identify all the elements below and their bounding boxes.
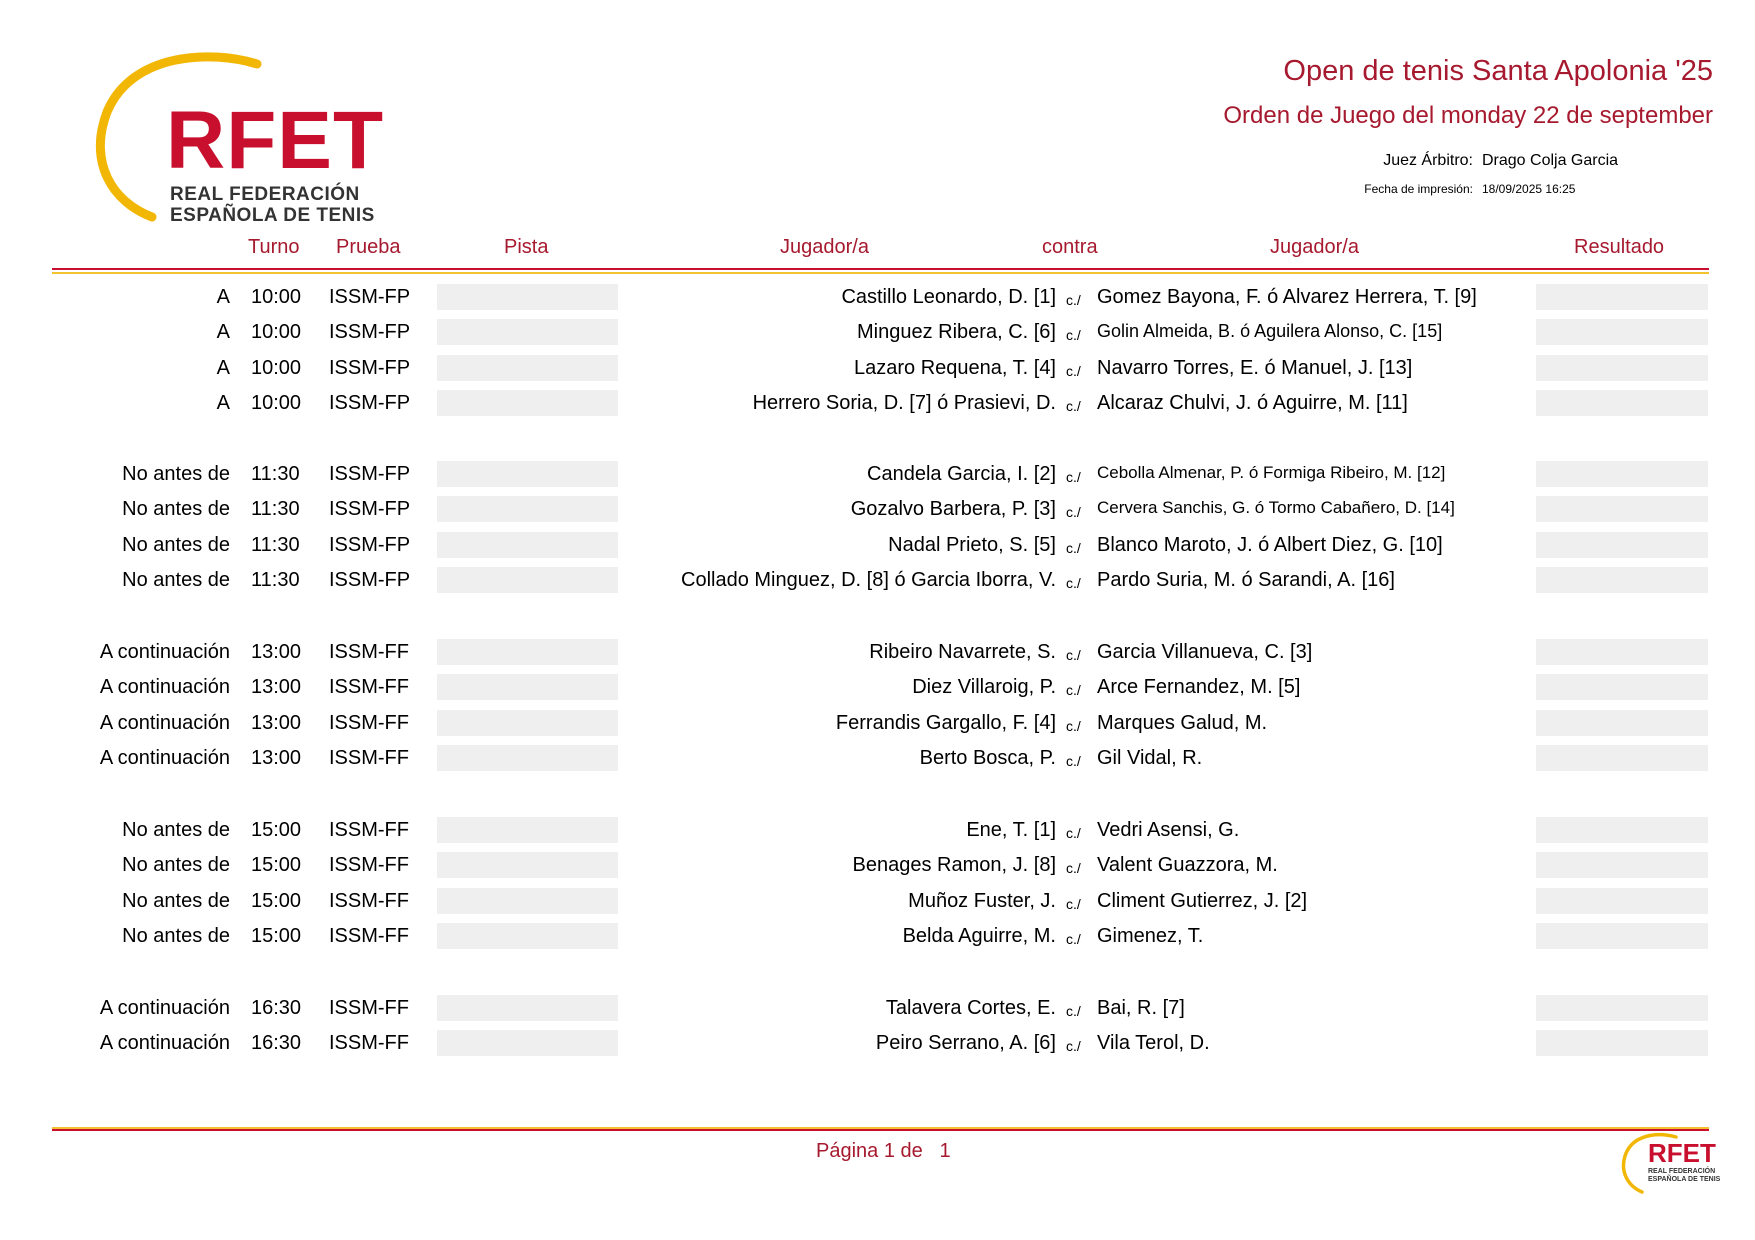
court-cell xyxy=(437,639,618,665)
player2-cell: Bai, R. [7] xyxy=(1097,997,1185,1019)
versus-label: c./ xyxy=(1066,931,1081,947)
result-cell xyxy=(1536,355,1708,381)
time-cell: 15:00 xyxy=(251,890,302,912)
player1-cell: Berto Bosca, P. xyxy=(919,747,1056,769)
event-cell: ISSM-FP xyxy=(329,569,411,591)
versus-label: c./ xyxy=(1066,718,1081,734)
event-cell: ISSM-FF xyxy=(329,997,409,1019)
footer-rfet-logo xyxy=(1620,1132,1720,1194)
player2-cell: Valent Guazzora, M. xyxy=(1097,854,1278,876)
match-row xyxy=(0,637,1755,667)
player1-cell: Gozalvo Barbera, P. [3] xyxy=(850,498,1056,520)
court-cell xyxy=(437,567,618,593)
referee-label: Juez Árbitro: xyxy=(1383,152,1473,169)
versus-label: c./ xyxy=(1066,896,1081,912)
order-of-play-subtitle: Orden de Juego del monday 22 de september xyxy=(1223,102,1713,129)
result-cell xyxy=(1536,888,1708,914)
event-cell: ISSM-FF xyxy=(329,925,409,947)
col-header-turno: Turno xyxy=(248,236,300,258)
match-row xyxy=(0,815,1755,845)
event-cell: ISSM-FP xyxy=(329,534,411,556)
col-header-pista: Pista xyxy=(504,236,549,258)
event-cell: ISSM-FF xyxy=(329,1032,409,1054)
print-date-label: Fecha de impresión: xyxy=(1364,182,1473,196)
court-cell xyxy=(437,461,618,487)
court-cell xyxy=(437,923,618,949)
versus-label: c./ xyxy=(1066,327,1081,343)
player1-cell: Muñoz Fuster, J. xyxy=(908,890,1056,912)
time-cell: 15:00 xyxy=(251,925,302,947)
result-cell xyxy=(1536,674,1708,700)
versus-label: c./ xyxy=(1066,504,1081,520)
referee-name: Drago Colja Garcia xyxy=(1482,152,1619,169)
versus-label: c./ xyxy=(1066,575,1081,591)
court-cell xyxy=(437,390,618,416)
time-cell: 10:00 xyxy=(251,286,302,308)
turno-cell: A continuación xyxy=(99,641,230,663)
event-cell: ISSM-FF xyxy=(329,890,409,912)
result-cell xyxy=(1536,923,1708,949)
turno-cell: A xyxy=(216,321,230,343)
time-cell: 16:30 xyxy=(251,1032,302,1054)
result-cell xyxy=(1536,461,1708,487)
player1-cell: Collado Minguez, D. [8] ó Garcia Iborra, V. xyxy=(681,569,1056,591)
turno-cell: No antes de xyxy=(122,890,230,912)
match-row xyxy=(0,459,1755,489)
player1-cell: Candela Garcia, I. [2] xyxy=(867,463,1056,485)
turno-cell: No antes de xyxy=(122,925,230,947)
col-header-contra: contra xyxy=(1042,236,1098,258)
player1-cell: Belda Aguirre, M. xyxy=(902,925,1056,947)
turno-cell: A continuación xyxy=(99,1032,230,1054)
match-row xyxy=(0,1028,1755,1058)
player2-cell: Vila Terol, D. xyxy=(1097,1032,1210,1054)
match-row xyxy=(0,317,1755,347)
player2-cell: Gomez Bayona, F. ó Alvarez Herrera, T. [9] xyxy=(1097,286,1477,308)
result-cell xyxy=(1536,567,1708,593)
player2-cell: Garcia Villanueva, C. [3] xyxy=(1097,641,1313,663)
versus-label: c./ xyxy=(1066,753,1081,769)
match-row xyxy=(0,565,1755,595)
versus-label: c./ xyxy=(1066,398,1081,414)
versus-label: c./ xyxy=(1066,682,1081,698)
turno-cell: A continuación xyxy=(99,712,230,734)
event-cell: ISSM-FP xyxy=(329,498,411,520)
result-cell xyxy=(1536,639,1708,665)
match-row xyxy=(0,388,1755,418)
player1-cell: Herrero Soria, D. [7] ó Prasievi, D. xyxy=(752,392,1056,414)
court-cell xyxy=(437,674,618,700)
time-cell: 10:00 xyxy=(251,357,302,379)
time-cell: 11:30 xyxy=(251,463,300,485)
player1-cell: Diez Villaroig, P. xyxy=(912,676,1056,698)
result-cell xyxy=(1536,319,1708,345)
court-cell xyxy=(437,355,618,381)
turno-cell: A continuación xyxy=(99,997,230,1019)
player2-cell: Blanco Maroto, J. ó Albert Diez, G. [10] xyxy=(1097,534,1443,556)
player2-cell: Gimenez, T. xyxy=(1097,925,1204,947)
versus-label: c./ xyxy=(1066,825,1081,841)
page-total: 1 xyxy=(939,1140,951,1162)
event-cell: ISSM-FP xyxy=(329,357,411,379)
turno-cell: No antes de xyxy=(122,463,230,485)
player2-cell: Cervera Sanchis, G. ó Tormo Cabañero, D. [14] xyxy=(1097,498,1455,517)
turno-cell: A continuación xyxy=(99,747,230,769)
match-row xyxy=(0,708,1755,738)
time-cell: 15:00 xyxy=(251,854,302,876)
player1-cell: Castillo Leonardo, D. [1] xyxy=(841,286,1056,308)
player2-cell: Gil Vidal, R. xyxy=(1097,747,1203,769)
player2-cell: Marques Galud, M. xyxy=(1097,712,1268,734)
time-cell: 13:00 xyxy=(251,712,302,734)
player1-cell: Peiro Serrano, A. [6] xyxy=(875,1032,1056,1054)
player2-cell: Alcaraz Chulvi, J. ó Aguirre, M. [11] xyxy=(1097,392,1408,414)
match-row xyxy=(0,850,1755,880)
time-cell: 10:00 xyxy=(251,321,302,343)
turno-cell: A xyxy=(216,286,230,308)
player1-cell: Ribeiro Navarrete, S. xyxy=(869,641,1056,663)
court-cell xyxy=(437,995,618,1021)
time-cell: 13:00 xyxy=(251,747,302,769)
turno-cell: No antes de xyxy=(122,854,230,876)
match-row xyxy=(0,530,1755,560)
footer-logo-wordmark: RFET xyxy=(1648,1138,1716,1168)
event-cell: ISSM-FF xyxy=(329,747,409,769)
event-cell: ISSM-FP xyxy=(329,463,411,485)
court-cell xyxy=(437,1030,618,1056)
col-header-jugador2: Jugador/a xyxy=(1270,236,1359,258)
match-row xyxy=(0,993,1755,1023)
page-indicator xyxy=(816,1140,951,1163)
event-cell: ISSM-FP xyxy=(329,286,411,308)
event-cell: ISSM-FF xyxy=(329,641,409,663)
player1-cell: Ferrandis Gargallo, F. [4] xyxy=(835,712,1056,734)
court-cell xyxy=(437,745,618,771)
match-row xyxy=(0,494,1755,524)
versus-label: c./ xyxy=(1066,469,1081,485)
footer-logo-subtitle: REAL FEDERACIÓN ESPAÑOLA DE TENIS xyxy=(1648,1168,1721,1183)
time-cell: 10:00 xyxy=(251,392,302,414)
event-cell: ISSM-FP xyxy=(329,392,411,414)
versus-label: c./ xyxy=(1066,647,1081,663)
result-cell xyxy=(1536,817,1708,843)
court-cell xyxy=(437,710,618,736)
result-cell xyxy=(1536,532,1708,558)
player2-cell: Cebolla Almenar, P. ó Formiga Ribeiro, M. [12] xyxy=(1097,463,1446,482)
player2-cell: Arce Fernandez, M. [5] xyxy=(1097,676,1301,698)
match-row xyxy=(0,743,1755,773)
match-row xyxy=(0,353,1755,383)
header-divider xyxy=(52,268,1709,274)
turno-cell: A continuación xyxy=(99,676,230,698)
turno-cell: No antes de xyxy=(122,534,230,556)
versus-label: c./ xyxy=(1066,860,1081,876)
player2-cell: Climent Gutierrez, J. [2] xyxy=(1097,890,1308,912)
time-cell: 11:30 xyxy=(251,498,300,520)
court-cell xyxy=(437,888,618,914)
logo-wordmark: RFET xyxy=(166,95,385,186)
event-cell: ISSM-FF xyxy=(329,712,409,734)
event-cell: ISSM-FF xyxy=(329,819,409,841)
player1-cell: Nadal Prieto, S. [5] xyxy=(888,534,1056,556)
player1-cell: Minguez Ribera, C. [6] xyxy=(857,321,1056,343)
player1-cell: Lazaro Requena, T. [4] xyxy=(854,357,1056,379)
court-cell xyxy=(437,817,618,843)
page-label: Página 1 de xyxy=(816,1140,923,1162)
versus-label: c./ xyxy=(1066,540,1081,556)
court-cell xyxy=(437,852,618,878)
time-cell: 11:30 xyxy=(251,534,300,556)
player2-cell: Vedri Asensi, G. xyxy=(1097,819,1240,841)
match-row xyxy=(0,672,1755,702)
print-date-value: 18/09/2025 16:25 xyxy=(1482,182,1576,196)
time-cell: 13:00 xyxy=(251,676,302,698)
footer-divider xyxy=(52,1125,1709,1131)
court-cell xyxy=(437,496,618,522)
result-cell xyxy=(1536,710,1708,736)
rfet-logo xyxy=(92,52,385,226)
result-cell xyxy=(1536,390,1708,416)
event-cell: ISSM-FP xyxy=(329,321,411,343)
event-cell: ISSM-FF xyxy=(329,854,409,876)
col-header-prueba: Prueba xyxy=(336,236,401,258)
event-cell: ISSM-FF xyxy=(329,676,409,698)
result-cell xyxy=(1536,852,1708,878)
match-row xyxy=(0,886,1755,916)
match-row xyxy=(0,921,1755,951)
court-cell xyxy=(437,319,618,345)
court-cell xyxy=(437,284,618,310)
versus-label: c./ xyxy=(1066,1038,1081,1054)
versus-label: c./ xyxy=(1066,292,1081,308)
result-cell xyxy=(1536,745,1708,771)
result-cell xyxy=(1536,284,1708,310)
player1-cell: Benages Ramon, J. [8] xyxy=(852,854,1056,876)
player1-cell: Ene, T. [1] xyxy=(966,819,1056,841)
turno-cell: A xyxy=(216,392,230,414)
time-cell: 15:00 xyxy=(251,819,302,841)
turno-cell: No antes de xyxy=(122,819,230,841)
match-row xyxy=(0,282,1755,312)
court-cell xyxy=(437,532,618,558)
tournament-title: Open de tenis Santa Apolonia '25 xyxy=(1283,55,1713,87)
player2-cell: Pardo Suria, M. ó Sarandi, A. [16] xyxy=(1097,569,1395,591)
time-cell: 16:30 xyxy=(251,997,302,1019)
time-cell: 13:00 xyxy=(251,641,302,663)
turno-cell: A xyxy=(216,357,230,379)
logo-subtitle: REAL FEDERACIÓN ESPAÑOLA DE TENIS xyxy=(170,184,375,226)
col-header-resultado: Resultado xyxy=(1574,236,1665,258)
result-cell xyxy=(1536,496,1708,522)
time-cell: 11:30 xyxy=(251,569,300,591)
turno-cell: No antes de xyxy=(122,498,230,520)
versus-label: c./ xyxy=(1066,1003,1081,1019)
player2-cell: Navarro Torres, E. ó Manuel, J. [13] xyxy=(1097,357,1413,379)
player1-cell: Talavera Cortes, E. xyxy=(885,997,1056,1019)
turno-cell: No antes de xyxy=(122,569,230,591)
versus-label: c./ xyxy=(1066,363,1081,379)
result-cell xyxy=(1536,1030,1708,1056)
player2-cell: Golin Almeida, B. ó Aguilera Alonso, C. [15] xyxy=(1097,321,1443,341)
result-cell xyxy=(1536,995,1708,1021)
col-header-jugador1: Jugador/a xyxy=(780,236,869,258)
